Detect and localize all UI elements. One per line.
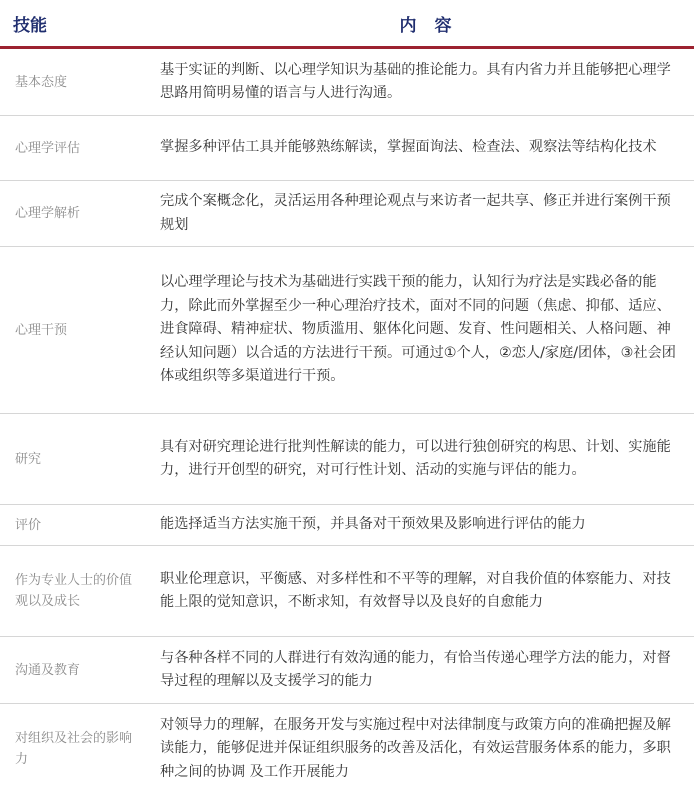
table-row: [0, 116, 694, 181]
skill-cell: 心理干预: [0, 247, 143, 414]
table-row: [0, 48, 694, 116]
skill-cell: 研究: [0, 414, 143, 505]
header-skill: 技能: [0, 0, 143, 48]
skill-cell: 作为专业人士的价值观以及成长: [0, 546, 143, 637]
table-row: [0, 181, 694, 247]
content-cell: 掌握多种评估工具并能够熟练解读，掌握面询法、检查法、观察法等结构化技术: [143, 116, 694, 181]
skill-cell: 对组织及社会的影响力: [0, 704, 143, 794]
skill-cell: 基本态度: [0, 48, 143, 116]
content-cell: 完成个案概念化，灵活运用各种理论观点与来访者一起共享、修正并进行案例干预规划: [143, 181, 694, 247]
table-header-row: [0, 0, 694, 48]
table-row: [0, 704, 694, 794]
content-cell: 能选择适当方法实施干预，并具备对干预效果及影响进行评估的能力: [143, 505, 694, 546]
table-row: [0, 247, 694, 414]
skill-cell: 评价: [0, 505, 143, 546]
table-row: [0, 505, 694, 546]
table-row: [0, 414, 694, 505]
table-row: [0, 546, 694, 637]
content-cell: 与各种各样不同的人群进行有效沟通的能力，有恰当传递心理学方法的能力，对督导过程的理解以及支援学习的能力: [143, 637, 694, 704]
content-cell: 基于实证的判断、以心理学知识为基础的推论能力。具有内省力并且能够把心理学思路用简明易懂的语言与人进行沟通。: [143, 48, 694, 116]
content-cell: 具有对研究理论进行批判性解读的能力，可以进行独创研究的构思、计划、实施能力，进行开创型的研究，对可行性计划、活动的实施与评估的能力。: [143, 414, 694, 505]
content-cell: 以心理学理论与技术为基础进行实践干预的能力，认知行为疗法是实践必备的能力，除此而外掌握至少一种心理治疗技术，面对不同的问题（焦虑、抑郁、适应、进食障碍、精神症状、物质滥用、躯体化问题、发育、性问题相关、人格问题、神经认知问题）以合适的方法进行干预。可通过①个人，②恋人/家庭/团体，③社会团体或组织等多渠道进行干预。: [143, 247, 694, 414]
skill-cell: 沟通及教育: [0, 637, 143, 704]
skill-cell: 心理学解析: [0, 181, 143, 247]
content-cell: 对领导力的理解，在服务开发与实施过程中对法律制度与政策方向的准确把握及解读能力，能够促进并保证组织服务的改善及活化，有效运营服务体系的能力，多职种之间的协调 及工作开展能力: [143, 704, 694, 794]
table-row: [0, 637, 694, 704]
content-cell: 职业伦理意识，平衡感、对多样性和不平等的理解，对自我价值的体察能力、对技能上限的觉知意识，不断求知，有效督导以及良好的自愈能力: [143, 546, 694, 637]
header-content: 内 容: [143, 0, 694, 48]
skill-cell: 心理学评估: [0, 116, 143, 181]
